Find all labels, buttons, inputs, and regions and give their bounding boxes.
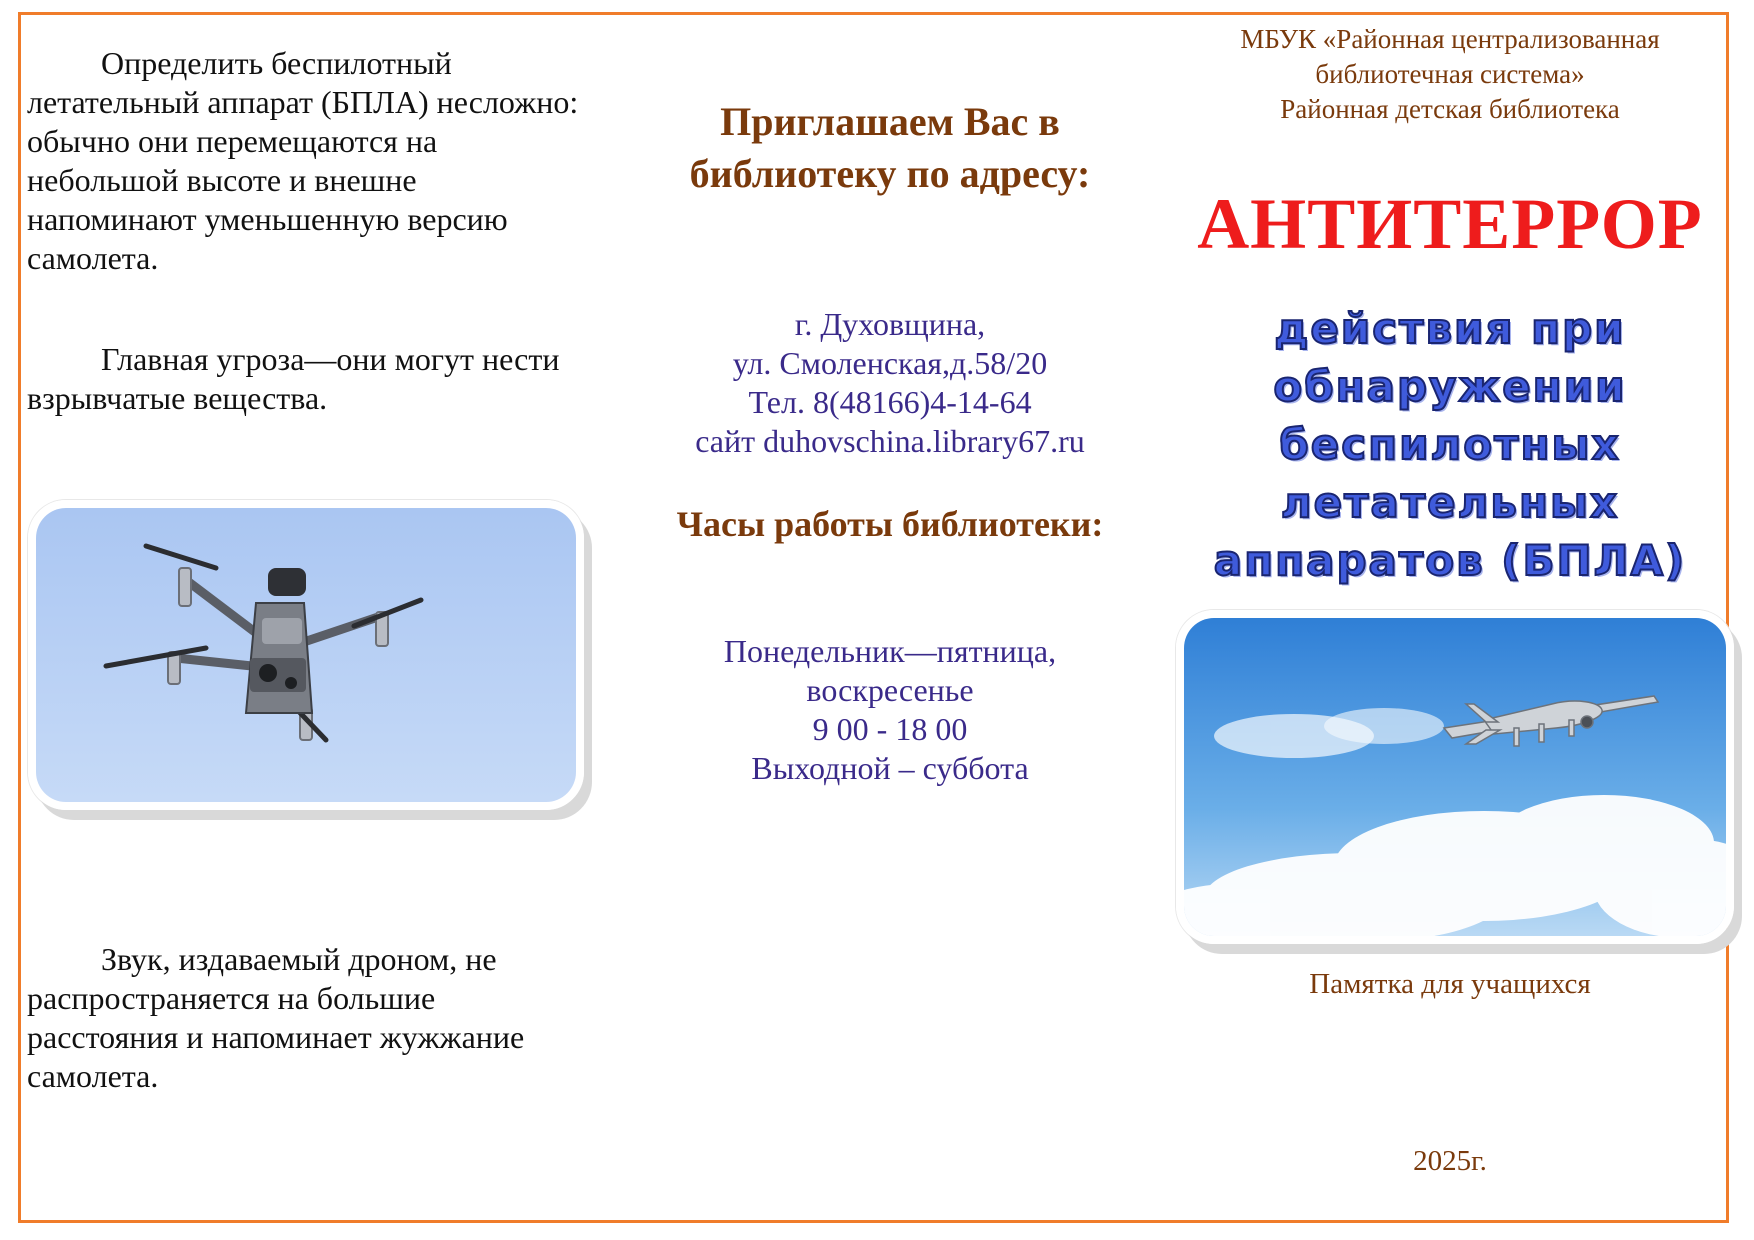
drone-identification-paragraph: Определить беспилотный летательный аппарат (БПЛА) несложно: обычно они перемещаются на небольшой высоте и внешне напоминают уменьшенную версию самолета. bbox=[27, 45, 579, 276]
organization-name bbox=[1170, 22, 1730, 127]
subtitle-line-4: летательных bbox=[1280, 478, 1620, 527]
working-hours-block bbox=[630, 632, 1150, 788]
subtitle-line-3: беспилотных bbox=[1279, 420, 1621, 469]
invitation-heading: Приглашаем Вас в библиотеку по адресу: bbox=[689, 99, 1091, 196]
memo-for-students: Памятка для учащихся bbox=[1309, 968, 1591, 1000]
wordart-subtitle bbox=[1170, 300, 1730, 590]
org-line-3: Районная детская библиотека bbox=[1280, 94, 1620, 124]
drone-sound-paragraph: Звук, издаваемый дроном, не распространяется на большие расстояния и напоминает жужжание самолета. bbox=[27, 941, 525, 1094]
address-city: г. Духовщина, bbox=[794, 306, 986, 342]
address-phone: Тел. 8(48166)4-14-64 bbox=[748, 384, 1032, 420]
hours-sunday: воскресенье bbox=[806, 672, 974, 708]
hours-weekdays: Понедельник—пятница, bbox=[723, 633, 1057, 669]
subtitle-line-5: аппаратов (БПЛА) bbox=[1213, 536, 1687, 585]
org-line-1: МБУК «Районная централизованная bbox=[1240, 24, 1660, 54]
library-address-block bbox=[630, 305, 1150, 461]
military-drone-photo bbox=[1176, 610, 1734, 944]
quadcopter-drone-photo bbox=[28, 500, 584, 810]
publication-year: 2025г. bbox=[1413, 1145, 1487, 1177]
org-line-2: библиотечная система» bbox=[1315, 59, 1585, 89]
main-threat-paragraph: Главная угроза—они могут нести взрывчатые вещества. bbox=[27, 341, 560, 416]
hours-day-off: Выходной – суббота bbox=[751, 750, 1029, 786]
hours-time: 9 00 - 18 00 bbox=[812, 711, 968, 747]
antiterror-title: АНТИТЕРРОР bbox=[1197, 184, 1703, 264]
address-street: ул. Смоленская,д.58/20 bbox=[732, 345, 1048, 381]
address-website: сайт duhovschina.library67.ru bbox=[695, 423, 1085, 459]
subtitle-line-1: действия при bbox=[1274, 304, 1626, 353]
subtitle-line-2: обнаружении bbox=[1273, 362, 1627, 411]
working-hours-heading: Часы работы библиотеки: bbox=[676, 504, 1104, 544]
